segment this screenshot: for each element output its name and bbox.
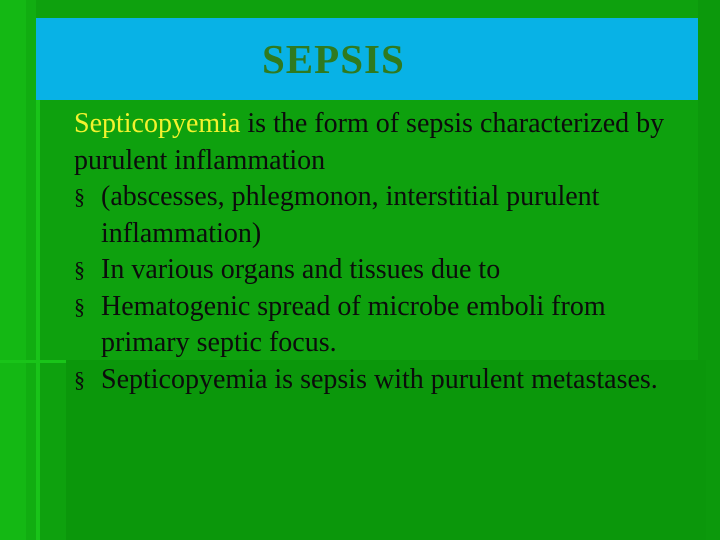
bullet-text: Hematogenic spread of microbe emboli from primary septic focus. xyxy=(101,290,606,358)
section-bullet-icon: § xyxy=(74,257,85,282)
bullet-item xyxy=(74,179,700,252)
bullet-item xyxy=(74,362,700,399)
slide-title: SEPSIS xyxy=(262,36,405,82)
intro-paragraph xyxy=(74,106,700,179)
background-band xyxy=(0,0,26,540)
bullet-text: In various organs and tissues due to xyxy=(101,254,501,285)
slide-body xyxy=(74,106,700,398)
bullet-text: Septicopyemia is sepsis with purulent metastases. xyxy=(101,363,658,395)
section-bullet-icon: § xyxy=(74,366,85,392)
section-bullet-icon: § xyxy=(74,293,85,319)
bullet-text: (abscesses, phlegmonon, interstitial purulent inflammation) xyxy=(101,181,600,249)
bullet-item xyxy=(74,252,700,289)
bullet-list xyxy=(74,179,700,398)
intro-text: is the form of sepsis characterized by purulent inflammation xyxy=(74,108,665,176)
highlighted-term: Septicopyemia xyxy=(74,108,241,139)
bullet-item xyxy=(74,289,700,362)
background-band xyxy=(26,0,36,540)
background-line xyxy=(36,100,40,540)
section-bullet-icon: § xyxy=(74,184,85,209)
background-line xyxy=(0,360,66,363)
